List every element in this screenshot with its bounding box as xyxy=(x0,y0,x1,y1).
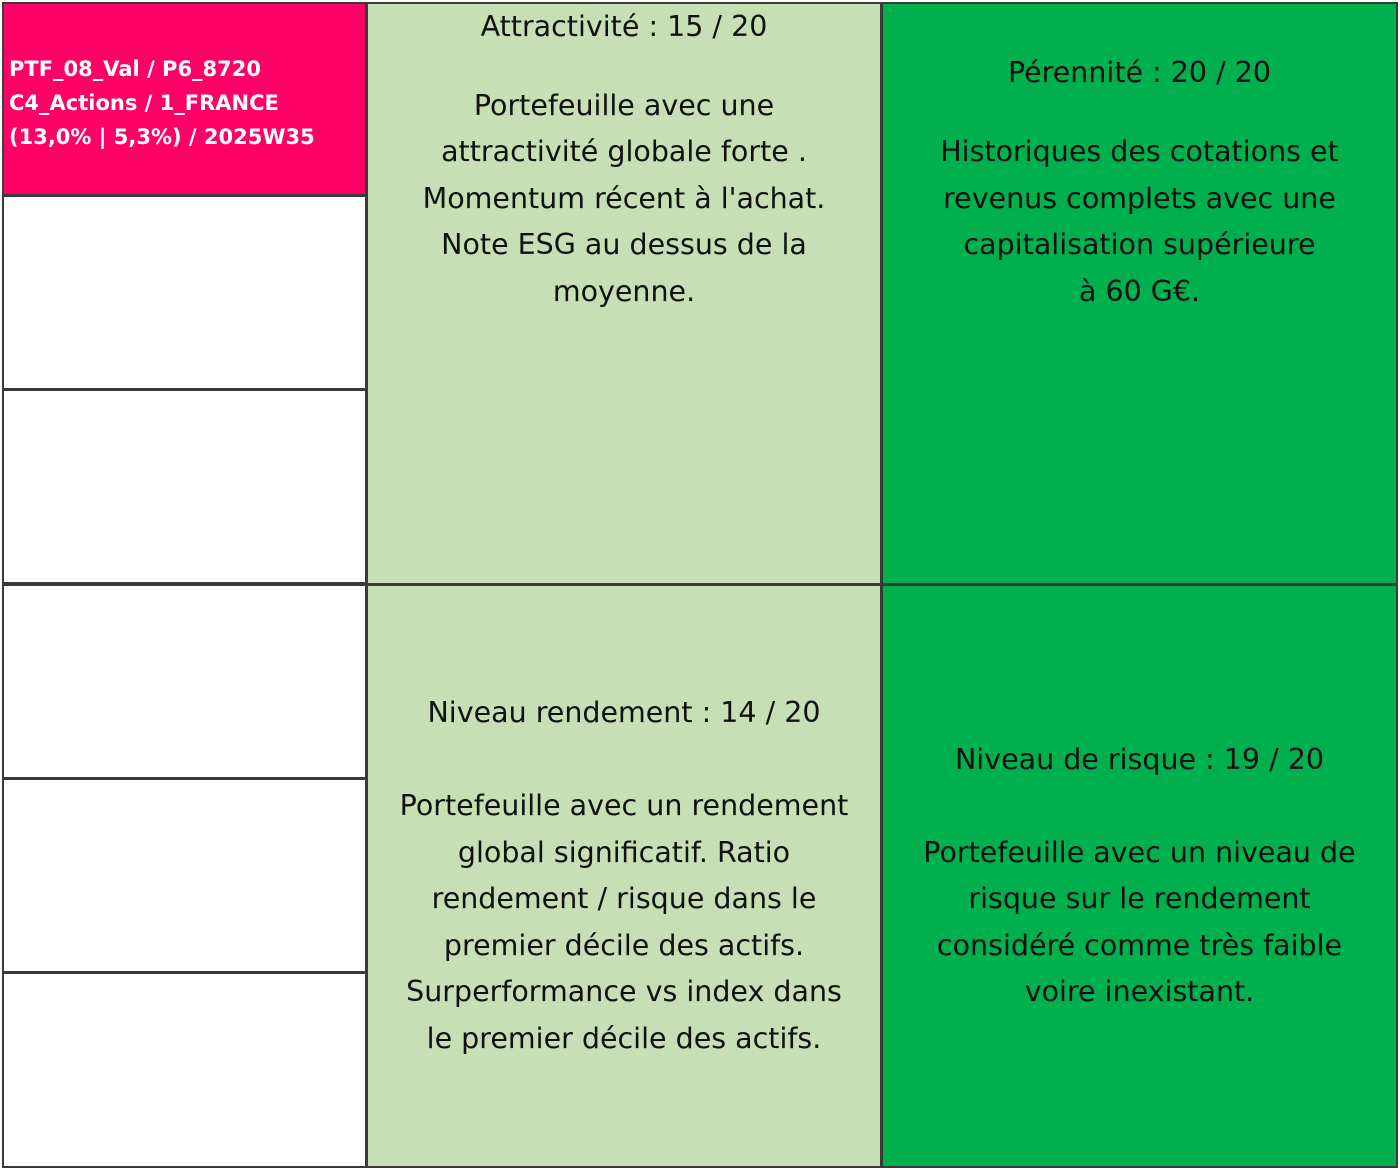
risque-title: Niveau de risque : 19 / 20 xyxy=(954,742,1325,776)
empty-cell-1 xyxy=(2,195,367,390)
empty-cell-3 xyxy=(2,584,367,779)
attractivite-card xyxy=(366,2,882,585)
attractivite-title: Attractivité : 15 / 20 xyxy=(480,10,768,43)
portfolio-category: C4_Actions / 1_FRANCE xyxy=(9,91,279,115)
rendement-title: Niveau rendement : 14 / 20 xyxy=(427,696,821,729)
risque-card xyxy=(881,584,1398,1168)
attractivite-line: Portefeuille avec une xyxy=(473,88,775,122)
perennite-title: Pérennité : 20 / 20 xyxy=(1007,56,1272,89)
rendement-line: global significatif. Ratio xyxy=(457,835,791,869)
rendement-card xyxy=(366,584,882,1168)
attractivite-line: Momentum récent à l'achat. xyxy=(422,181,826,215)
portfolio-header xyxy=(2,2,367,196)
empty-cell-2 xyxy=(2,389,367,584)
perennite-line: à 60 G€. xyxy=(1078,274,1201,308)
attractivite-line: attractivité globale forte . xyxy=(441,135,807,168)
rendement-line: Portefeuille avec un rendement xyxy=(399,789,849,822)
empty-cell-4 xyxy=(2,778,367,973)
portfolio-stats: (13,0% | 5,3%) / 2025W35 xyxy=(9,125,315,149)
perennite-line: Historiques des cotations et xyxy=(940,135,1339,168)
attractivite-line: moyenne. xyxy=(552,274,696,308)
rendement-line: rendement / risque dans le xyxy=(431,882,817,915)
perennite-line: capitalisation supérieure xyxy=(963,228,1316,261)
portfolio-id: PTF_08_Val / P6_8720 xyxy=(9,57,261,81)
perennite-card xyxy=(881,2,1398,585)
risque-line: Portefeuille avec un niveau de xyxy=(923,835,1356,869)
perennite-line: revenus complets avec une xyxy=(943,181,1336,215)
rendement-line: le premier décile des actifs. xyxy=(426,1021,822,1055)
attractivite-line: Note ESG au dessus de la xyxy=(441,228,807,261)
empty-cell-5 xyxy=(2,972,367,1168)
risque-line: considéré comme très faible xyxy=(936,928,1343,962)
rendement-line: premier décile des actifs. xyxy=(443,928,805,962)
risque-line: risque sur le rendement xyxy=(968,882,1311,915)
rendement-line: Surperformance vs index dans xyxy=(406,975,842,1008)
risque-line: voire inexistant. xyxy=(1024,975,1255,1008)
